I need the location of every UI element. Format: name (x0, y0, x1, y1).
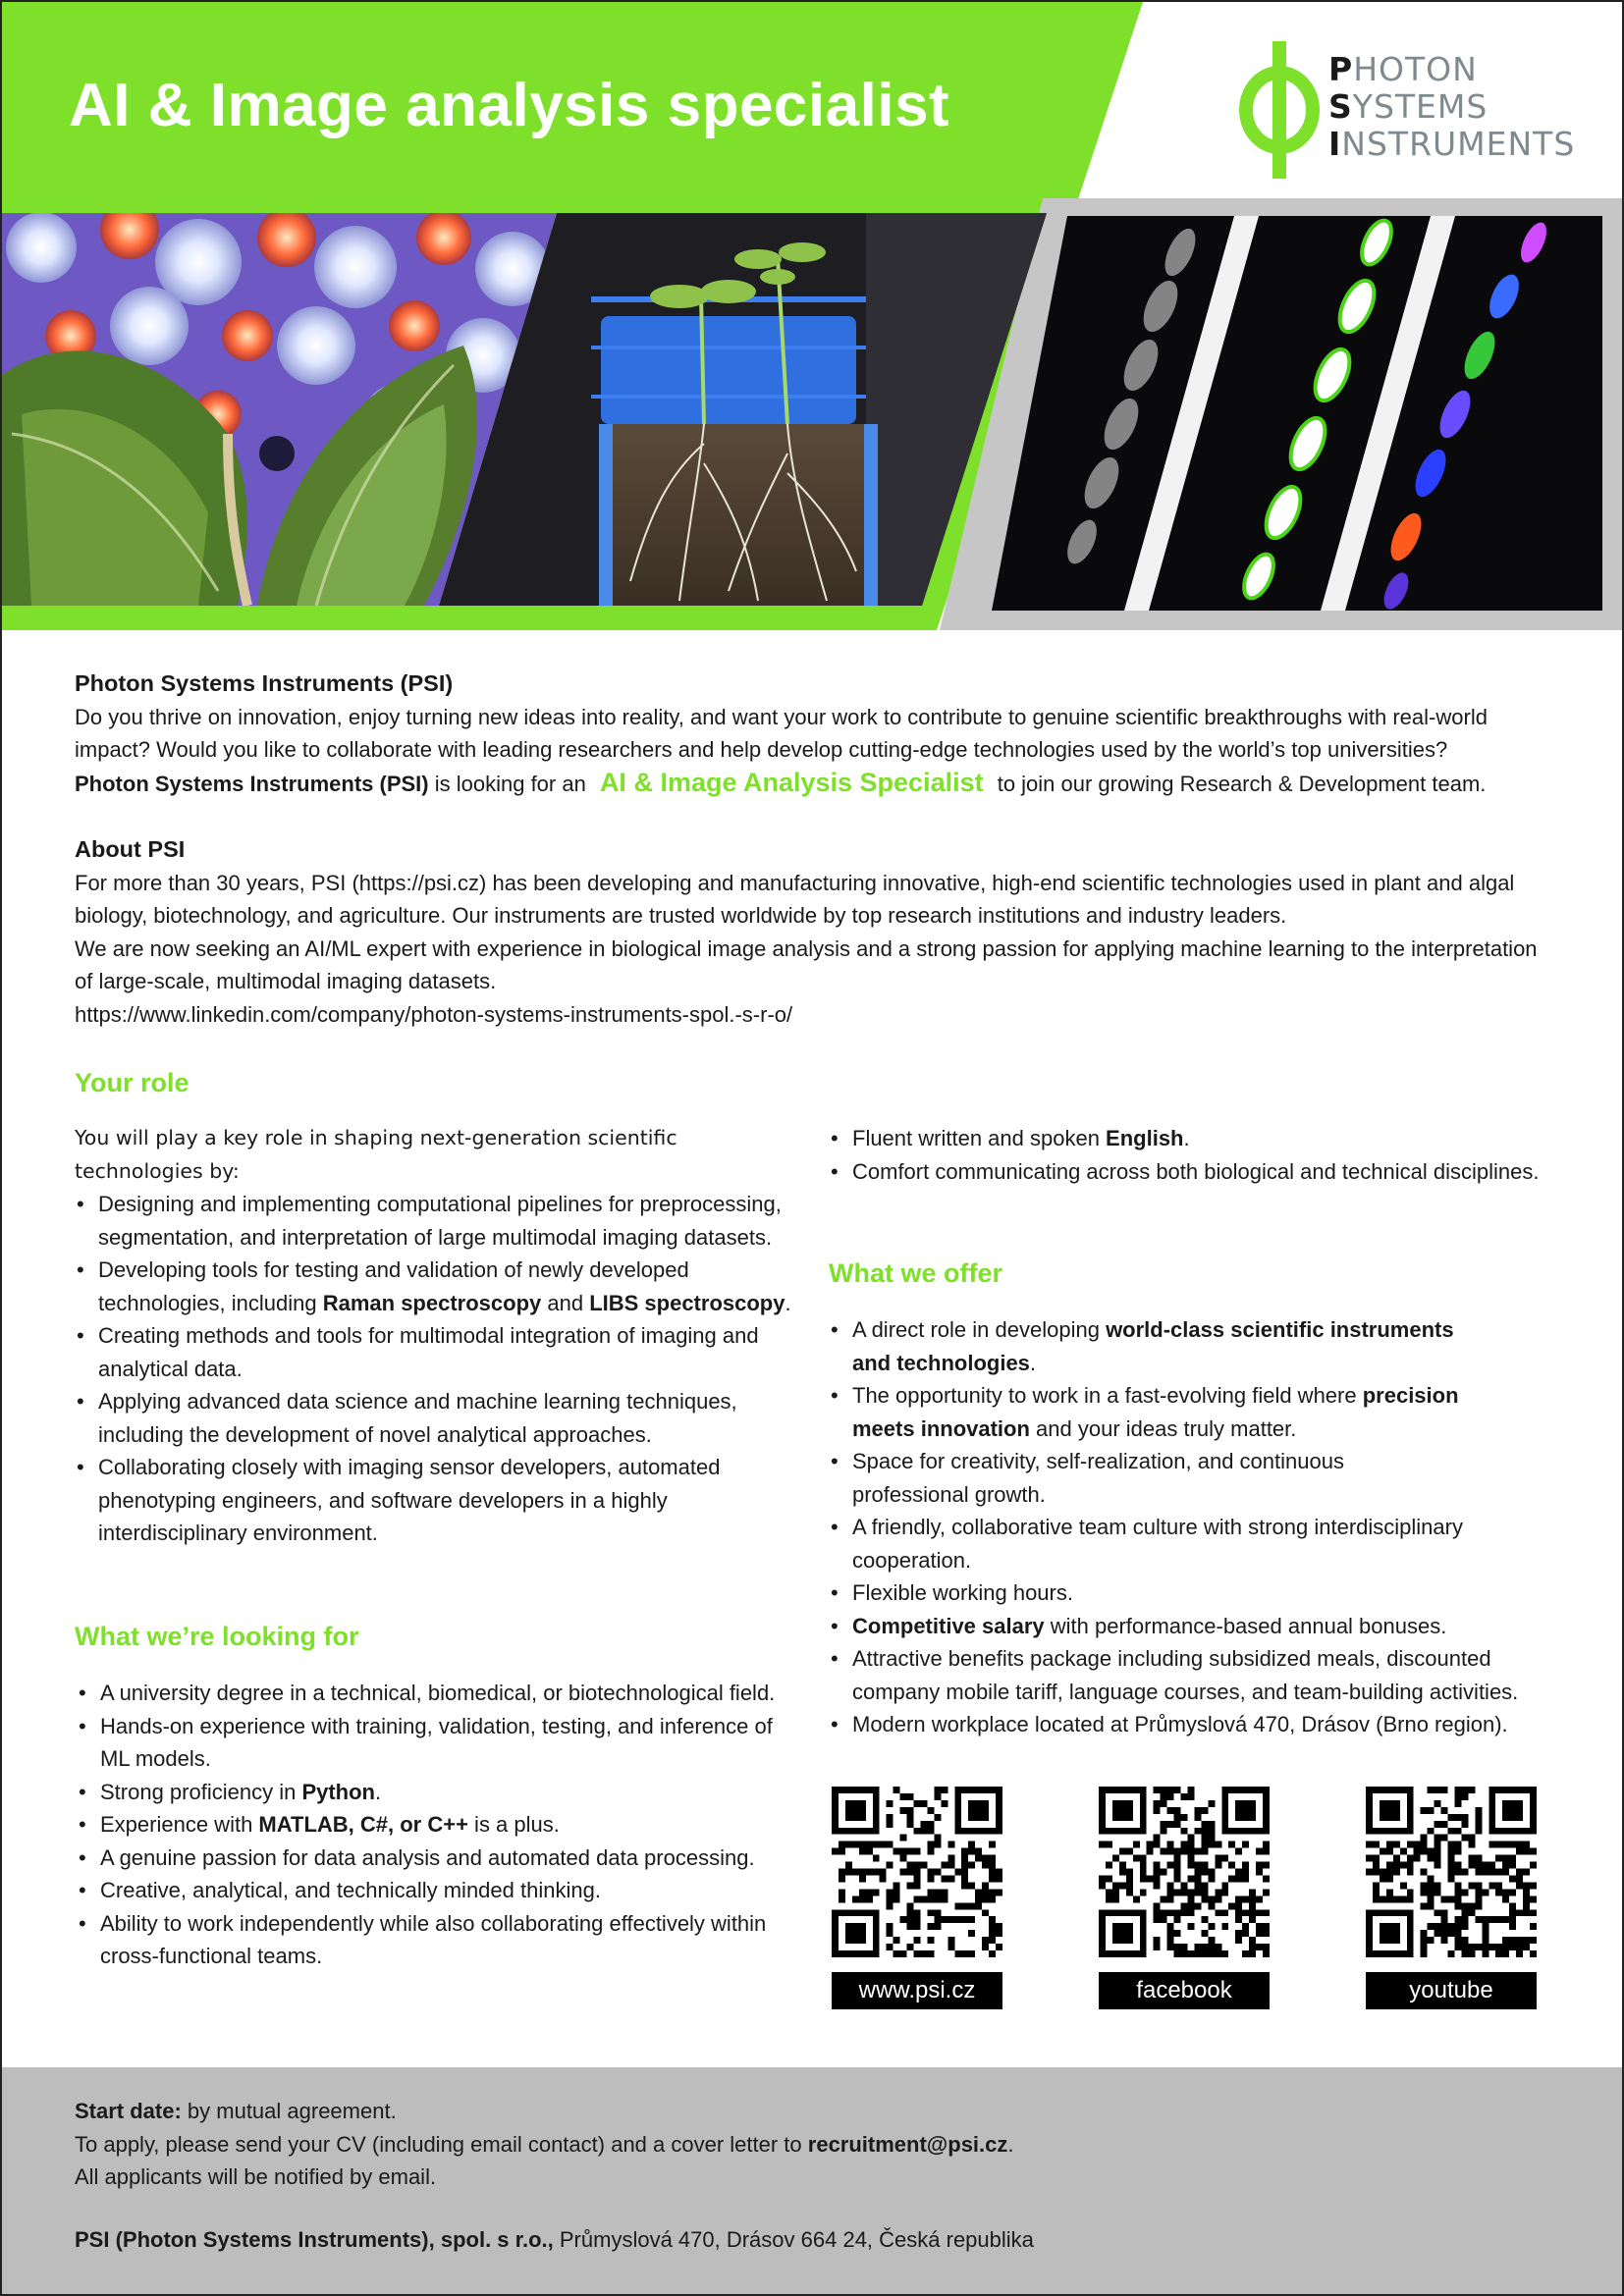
qr-code-icon (1099, 1787, 1270, 1957)
list-item: • Hands-on experience with training, validation, testing, and inference of ML models. (77, 1710, 803, 1776)
about-paragraph-1: For more than 30 years, PSI (https://psi.cz) has been developing and manufacturing innovative, high-end scientific technologies used in plant and algal biology, biotechnology, and agriculture. Our instruments are trusted worldwide by top research institutions and industry leaders. (75, 870, 1515, 928)
list-item: • Flexible working hours. (829, 1576, 1555, 1610)
company-heading: Photon Systems Instruments (PSI) (75, 670, 454, 696)
intro-section (75, 667, 1557, 1031)
list-item: • Fluent written and spoken English. (829, 1122, 1555, 1155)
list-item: • Creating methods and tools for multimodal integration of imaging and analytical data. (75, 1319, 801, 1385)
footer-text (75, 2095, 1034, 2256)
list-item: • Collaborating closely with imaging sensor developers, automated phenotyping engineers, and software developers in a highly interdisciplinary environment. (75, 1451, 801, 1550)
job-title-highlight: AI & Image Analysis Specialist (599, 767, 984, 797)
footer (2, 2067, 1624, 2296)
company-lookingfor: Photon Systems Instruments (PSI) is looking for an AI & Image Analysis Specialist to join our growing Research & Development team. (75, 767, 1487, 797)
offer-section (829, 1313, 1555, 1741)
leaf-segmentation-photo (984, 216, 1612, 613)
list-item: • Applying advanced data science and machine learning techniques, including the development of novel analytical approaches. (75, 1385, 801, 1451)
list-item: • Modern workplace located at Průmyslová 470, Drásov (Brno region). (829, 1708, 1555, 1741)
role-list (75, 1188, 801, 1550)
apply-instructions: To apply, please send your CV (including email contact) and a cover letter to recruitment@psi.cz. (75, 2131, 1014, 2157)
list-item: • A genuine passion for data analysis and automated data processing. (77, 1842, 803, 1875)
list-item: • A university degree in a technical, biomedical, or biotechnological field. (77, 1677, 803, 1710)
list-item: • Strong proficiency in Python. (77, 1776, 803, 1809)
looking-list (77, 1677, 803, 1973)
linkedin-link[interactable]: https://www.linkedin.com/company/photon-systems-instruments-spol.-s-r-o/ (75, 1001, 793, 1027)
list-item: • Ability to work independently while also collaborating effectively within cross-functional teams. (77, 1907, 803, 1973)
role-intro: You will play a key role in shaping next-generation scientific technologies by: (75, 1126, 677, 1183)
qr-website[interactable] (832, 1787, 1002, 2009)
qr-youtube[interactable] (1366, 1787, 1537, 2009)
list-item: • The opportunity to work in a fast-evolving field where precision meets innovation and your ideas truly matter. (829, 1379, 1555, 1445)
list-item: • Space for creativity, self-realization, and continuous professional growth. (829, 1445, 1555, 1511)
list-item: • Developing tools for testing and validation of newly developed technologies, including Raman spectroscopy and LIBS spectroscopy. (75, 1254, 801, 1319)
notification-note: All applicants will be notified by email. (75, 2164, 437, 2189)
qr-label: youtube (1366, 1972, 1537, 2009)
start-date: Start date: by mutual agreement. (75, 2099, 397, 2123)
offer-heading: What we offer (829, 1258, 1003, 1288)
qr-code-icon (832, 1787, 1002, 1957)
company-pitch: Do you thrive on innovation, enjoy turning new ideas into reality, and want your work to contribute to genuine scientific breakthroughs with real-world impact? Would you like to collaborate with leading researchers and help develop cutting-edge technologies used by the world’s top universities? (75, 704, 1488, 762)
list-item: • Comfort communicating across both biological and technical disciplines. (829, 1155, 1555, 1189)
offer-list (829, 1313, 1555, 1741)
phi-logo-icon (1235, 41, 1324, 179)
list-item: • Attractive benefits package including subsidized meals, discounted company mobile tariff, language courses, and team-building activities. (829, 1642, 1555, 1708)
looking-heading: What we’re looking for (75, 1622, 359, 1651)
qr-code-icon (1366, 1787, 1537, 1957)
company-address: PSI (Photon Systems Instruments), spol. s r.o., Průmyslová 470, Drásov 664 24, Česká republika (75, 2226, 1034, 2252)
qr-facebook[interactable] (1099, 1787, 1270, 2009)
qr-label: www.psi.cz (832, 1972, 1002, 2009)
list-item: • Competitive salary with performance-based annual bonuses. (829, 1610, 1555, 1643)
qr-label: facebook (1099, 1972, 1270, 2009)
about-heading: About PSI (75, 836, 186, 862)
recruitment-email-link[interactable]: recruitment@psi.cz (807, 2131, 1008, 2157)
page-title: AI & Image analysis specialist (69, 72, 950, 139)
role-heading: Your role (75, 1068, 189, 1097)
looking-section (77, 1677, 803, 1973)
company-logo (1235, 41, 1576, 179)
looking-continued (829, 1122, 1555, 1188)
list-item: • Creative, analytical, and technically minded thinking. (77, 1874, 803, 1907)
role-section (75, 1122, 801, 1550)
list-item: • Designing and implementing computational pipelines for preprocessing, segmentation, and interpretation of large multimodal imaging datasets. (75, 1188, 801, 1254)
list-item: • A direct role in developing world-class scientific instruments and technologies. (829, 1313, 1555, 1379)
about-paragraph-2: We are now seeking an AI/ML expert with experience in biological image analysis and a strong passion for applying machine learning to the interpretation of large-scale, multimodal imaging datasets. (75, 935, 1538, 993)
logo-wordmark: PHOTON SYSTEMS INSTRUMENTS (1328, 50, 1576, 163)
list-item: • Experience with MATLAB, C#, or C++ is a plus. (77, 1808, 803, 1842)
list-item: • A friendly, collaborative team culture with strong interdisciplinary cooperation. (829, 1511, 1555, 1576)
